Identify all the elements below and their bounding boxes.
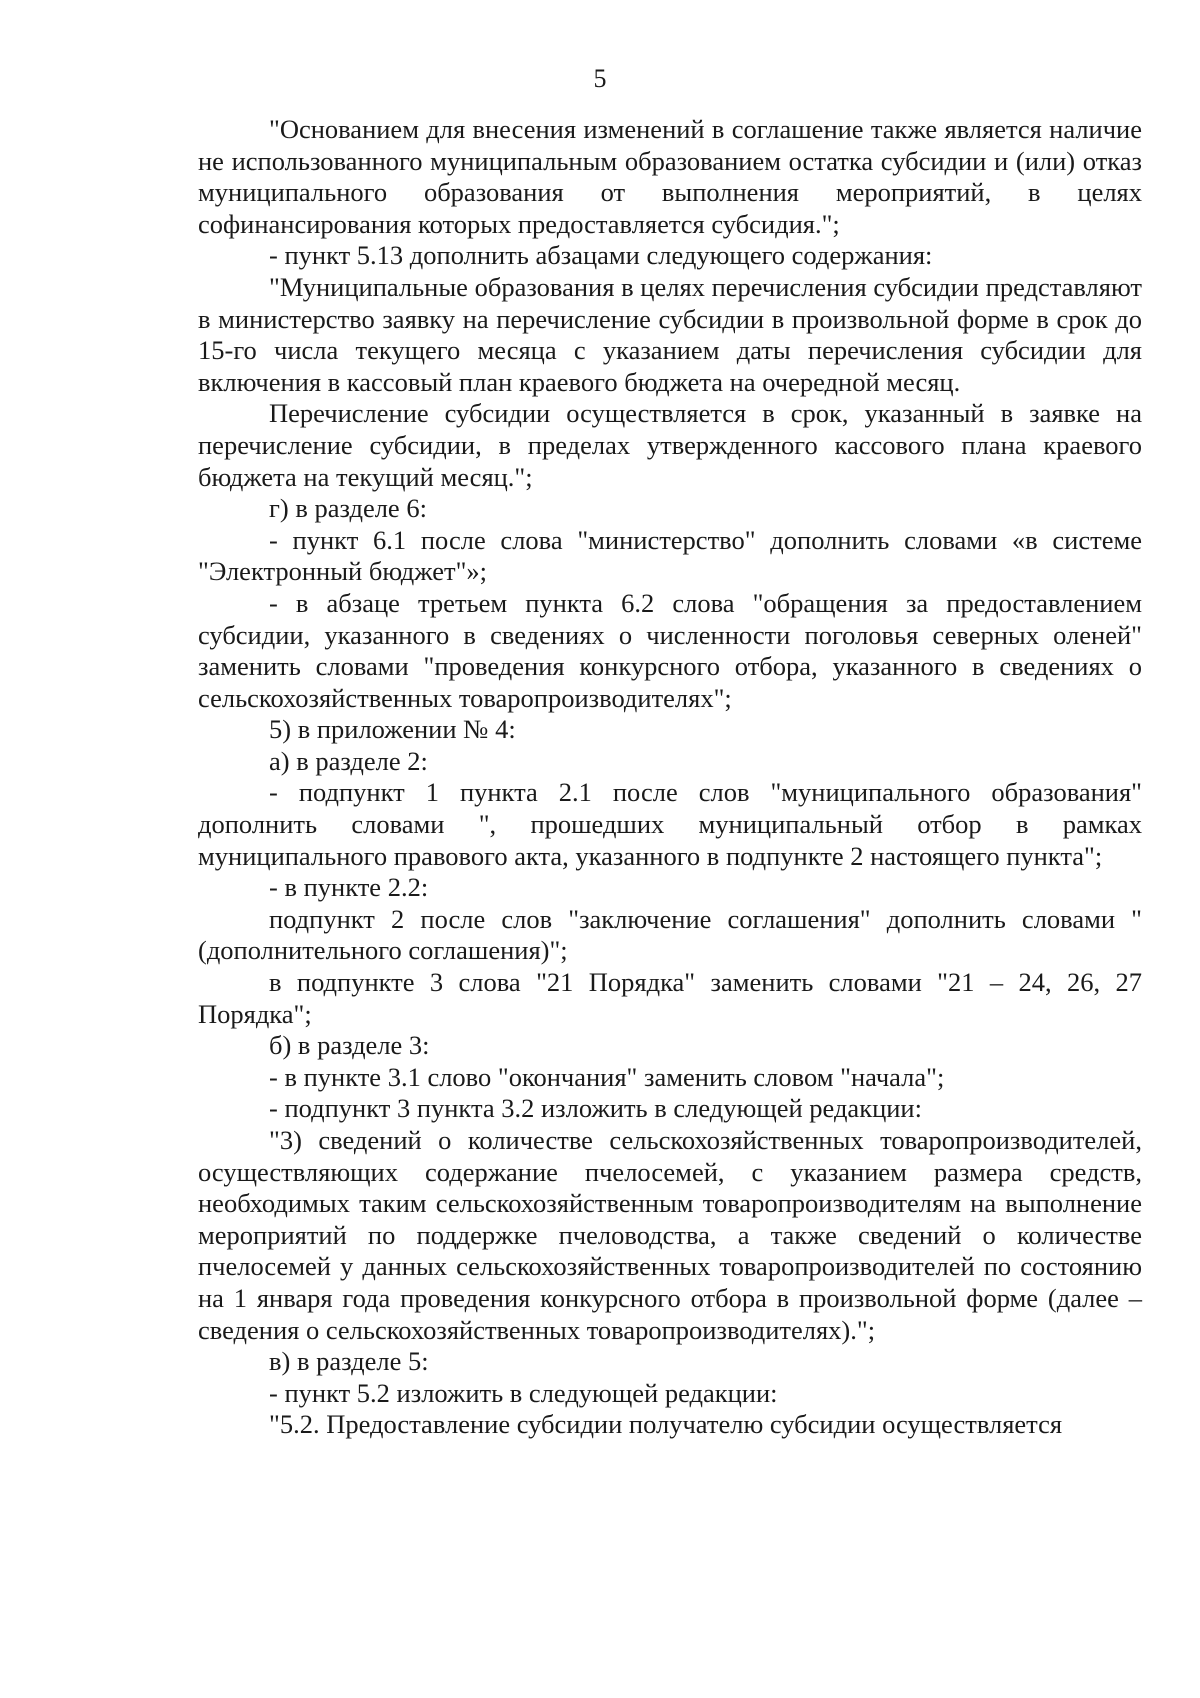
paragraph-item-2-1: - подпункт 1 пункта 2.1 после слов "муниципального образования" дополнить словами ", прошедших муниципальный отбор в рамках муниципального правового акта, указанного в подпункте 2 настоящего пункта"; xyxy=(198,777,1142,871)
paragraph-item-3-2: - подпункт 3 пункта 3.2 изложить в следующей редакции: xyxy=(269,1093,922,1124)
paragraph-beekeeping-info: "3) сведений о количестве сельскохозяйственных товаропроизводителей, осуществляющих содержание пчелосемей, с указанием размера средств, необходимых таким сельскохозяйственным товаропроизводителям на выполнение мероприятий по поддержке пчеловодства, а также сведений о количестве пчелосемей у данных сельскохозяйственных товаропроизводителей по состоянию на 1 января года проведения конкурсного отбора в произвольной форме (далее – сведения о сельскохозяйственных товаропроизводителях)."; xyxy=(198,1125,1142,1345)
paragraph-item-6-1: - пункт 6.1 после слова "министерство" дополнить словами «в системе "Электронный бюджет"»; xyxy=(198,524,1142,587)
paragraph-section-5: в) в разделе 5: xyxy=(269,1346,429,1377)
paragraph-subitem-3: в подпункте 3 слова "21 Порядка" заменить словами "21 – 24, 26, 27 Порядка"; xyxy=(198,967,1142,1029)
paragraph-item-3-1: - в пункте 3.1 слово "окончания" заменить словом "начала"; xyxy=(269,1061,945,1092)
paragraph-item-5-13: - пункт 5.13 дополнить абзацами следующего содержания: xyxy=(269,240,933,271)
paragraph-transfer-term: Перечисление субсидии осуществляется в срок, указанный в заявке на перечисление субсидии, в пределах утвержденного кассового плана краевого бюджета на текущий месяц."; xyxy=(198,398,1142,492)
document-body xyxy=(198,114,1142,1441)
paragraph-appendix-4: 5) в приложении № 4: xyxy=(269,714,516,745)
page-number: 5 xyxy=(593,64,607,93)
paragraph-item-6-2: - в абзаце третьем пункта 6.2 слова "обращения за предоставлением субсидии, указанного в сведениях о численности поголовья северных оленей" заменить словами "проведения конкурсного отбора, указанного в сведениях о сельскохозяйственных товаропроизводителях"; xyxy=(198,587,1142,713)
paragraph-subitem-2: подпункт 2 после слов "заключение соглашения" дополнить словами "(дополнительного соглашения)"; xyxy=(198,903,1142,966)
paragraph-basis-for-changes: "Основанием для внесения изменений в соглашение также является наличие не использованного муниципальным образованием остатка субсидии и (или) отказ муниципального образования от выполнения мероприятий, в целях софинансирования которых предоставляется субсидия."; xyxy=(198,114,1142,239)
paragraph-section-2: а) в разделе 2: xyxy=(269,745,428,776)
paragraph-section-3: б) в разделе 3: xyxy=(269,1030,430,1061)
paragraph-item-5-2: - пункт 5.2 изложить в следующей редакции: xyxy=(269,1377,778,1408)
paragraph-item-5-2-text: "5.2. Предоставление субсидии получателю субсидии осуществляется xyxy=(269,1409,1063,1440)
paragraph-municipal-request: "Муниципальные образования в целях перечисления субсидии представляют в министерство заявку на перечисление субсидии в произвольной форме в срок до 15-го числа текущего месяца с указанием даты перечисления субсидии для включения в кассовый план краевого бюджета на очередной месяц. xyxy=(198,271,1142,397)
paragraph-section-6: г) в разделе 6: xyxy=(269,493,427,524)
paragraph-item-2-2: - в пункте 2.2: xyxy=(269,872,429,903)
